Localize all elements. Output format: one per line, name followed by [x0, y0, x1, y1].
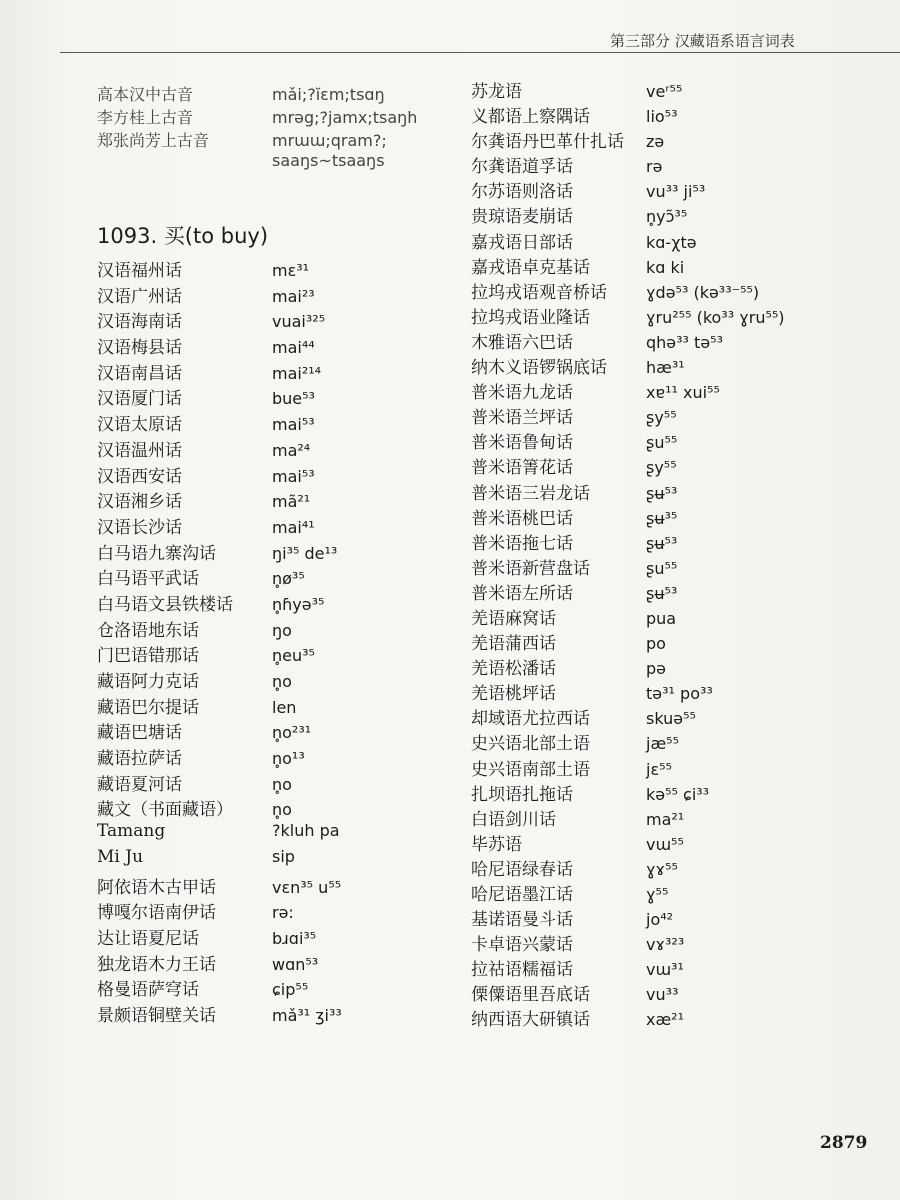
list-item: [471, 755, 851, 780]
dialect-name: 汉语福州话: [97, 261, 182, 281]
dialect-name: 普米语左所话: [471, 583, 573, 604]
word-form: ʂu⁵⁵: [646, 433, 678, 453]
list-item: [471, 328, 851, 353]
list-item: [97, 975, 457, 1001]
word-form: ʂʉ⁵³: [646, 533, 678, 553]
word-form: sip: [272, 846, 295, 866]
dialect-name: 汉语太原话: [97, 415, 182, 436]
dialect-name: 羌语麻窝话: [471, 608, 556, 629]
list-item: [97, 105, 457, 128]
list-item: [471, 152, 851, 177]
dialect-name: 毕苏语: [471, 834, 522, 855]
word-form: vɯ⁵⁵: [646, 834, 684, 854]
list-item: [97, 693, 457, 719]
dialect-name: 尔苏语则洛话: [471, 182, 573, 203]
list-item: [471, 679, 851, 704]
list-item: [471, 228, 851, 253]
word-form: mai²³: [272, 286, 315, 306]
list-item: [471, 77, 851, 102]
list-item: [471, 880, 851, 905]
dialect-name: 白马语文县铁楼话: [97, 594, 233, 615]
word-form: mai⁵³: [272, 415, 315, 435]
dialect-name: 白马语九寨沟话: [97, 543, 216, 564]
word-form: xæ²¹: [646, 1010, 685, 1030]
list-item: [97, 564, 457, 590]
word-form: veʳ⁵⁵: [646, 82, 683, 101]
dialect-name: 羌语蒲西话: [471, 634, 556, 655]
word-form: vɤ³²³: [646, 935, 685, 955]
dialect-name: 汉语厦门话: [97, 389, 182, 410]
dialect-name: 却域语尤拉西话: [471, 709, 590, 730]
word-form: kə⁵⁵ ɕi³³: [646, 784, 710, 804]
word-form: ɕip⁵⁵: [272, 980, 309, 1000]
word-form: mai⁵³: [272, 466, 315, 486]
list-item: [97, 898, 457, 924]
dialect-name: 史兴语南部土语: [471, 759, 590, 780]
dialect-name: 藏语巴尔提话: [97, 697, 199, 718]
word-form: mrəg;?jamx;tsaŋh: [272, 108, 418, 127]
word-form: n̥eu³⁵: [272, 646, 315, 666]
dialect-name: 达让语夏尼话: [97, 928, 199, 949]
dialect-name: 拉坞戎语业隆话: [471, 307, 590, 328]
header-rule: [60, 52, 900, 53]
dialect-name: 汉语广州话: [97, 286, 182, 307]
list-item: [97, 718, 457, 744]
word-form: n̥o: [272, 672, 292, 691]
dialect-name: 纳西语大研镇话: [471, 1010, 590, 1031]
list-item: [471, 604, 851, 629]
word-form: bue⁵³: [272, 389, 315, 409]
list-item: [471, 202, 851, 227]
word-form: mǎi;?ĭɛm;tsɑŋ: [272, 85, 385, 104]
list-item: [97, 641, 457, 667]
list-item: [471, 453, 851, 478]
list-item: [97, 410, 457, 436]
dialect-name: 拉坞戎语观音桥话: [471, 282, 607, 303]
list-item: [471, 629, 851, 654]
word-form: saaŋs~tsaaŋs: [272, 151, 385, 170]
dialect-name: 仓洛语地东话: [97, 620, 199, 641]
word-form: ʂy⁵⁵: [646, 408, 677, 428]
word-form: vuai³²⁵: [272, 312, 326, 332]
word-form: mã²¹: [272, 492, 311, 512]
word-form: n̥o: [272, 800, 292, 820]
list-item: [471, 905, 851, 930]
word-form: ɣdə⁵³ (kə³³⁻⁵⁵): [646, 282, 760, 302]
word-form: mai⁴⁴: [272, 338, 315, 358]
word-form: ʂy⁵⁵: [646, 458, 677, 478]
word-form: zə: [646, 132, 665, 152]
list-item: [471, 805, 851, 830]
list-item: [471, 504, 851, 529]
word-form: ɣru²⁵⁵ (ko³³ ɣru⁵⁵): [646, 307, 785, 327]
list-item: [97, 744, 457, 770]
list-item: [97, 950, 457, 976]
list-item: [471, 855, 851, 880]
word-form: jo⁴²: [646, 910, 674, 930]
right-column: [471, 77, 851, 1031]
right-entry-list: [471, 77, 851, 1031]
dialect-name: 普米语拖七话: [471, 533, 573, 554]
dialect-name: 尔龚语道孚话: [471, 157, 573, 178]
dialect-name: 普米语鲁甸话: [471, 433, 573, 454]
list-item: [97, 256, 457, 282]
word-form: qhə³³ tə⁵³: [646, 332, 723, 352]
word-form: rə: [646, 157, 663, 177]
word-form: n̥o²³¹: [272, 723, 312, 743]
dialect-name: 基诺语曼斗话: [471, 910, 573, 931]
word-form: ɣ⁵⁵: [646, 885, 669, 904]
dialect-name: 普米语桃巴话: [471, 508, 573, 529]
dialect-name: 扎坝语扎拖话: [471, 784, 573, 805]
dialect-name: 博嘎尔语南伊话: [97, 903, 216, 924]
word-form: ʂu⁵⁵: [646, 558, 678, 578]
dialect-name: 藏语巴塘话: [97, 723, 182, 744]
list-item: [97, 359, 457, 385]
list-item: [97, 307, 457, 333]
list-item: [97, 924, 457, 950]
list-item: [471, 102, 851, 127]
word-form: ma²⁴: [272, 440, 311, 460]
word-form: jæ⁵⁵: [646, 734, 679, 754]
dialect-name: 羌语松潘话: [471, 659, 556, 680]
list-item: [471, 955, 851, 980]
dialect-name: 普米语九龙话: [471, 383, 573, 404]
word-form: vɯ³¹: [646, 960, 684, 980]
reconstruction-list: [97, 82, 457, 176]
word-form: ?kluh pa: [272, 821, 340, 841]
dialect-name: 羌语桃坪话: [471, 684, 556, 705]
dialect-name: 史兴语北部土语: [471, 734, 590, 755]
word-form: vu³³: [646, 985, 679, 1005]
running-header: 第三部分 汉藏语系语言词表: [610, 32, 795, 50]
dialect-name: 义都语上察隅话: [471, 107, 590, 128]
dialect-name: 藏语拉萨话: [97, 749, 182, 770]
dialect-name: 嘉戎语卓克基话: [471, 257, 590, 278]
list-item: [97, 282, 457, 308]
word-form: mǎ³¹ ʒi³³: [272, 1005, 342, 1025]
list-item: [471, 1005, 851, 1030]
list-item: [471, 403, 851, 428]
dialect-name: 汉语海南话: [97, 312, 182, 333]
word-form: po: [646, 634, 666, 654]
dialect-name: 贵琼语麦崩话: [471, 207, 573, 228]
list-item: [471, 579, 851, 604]
dialect-name: 格曼语萨穹话: [97, 980, 199, 1001]
dialect-name: 嘉戎语日部话: [471, 232, 573, 253]
word-form: ʂʉ³⁵: [646, 508, 678, 528]
list-item: [97, 1001, 457, 1027]
list-item: [97, 384, 457, 410]
dialect-name: 卡卓语兴蒙话: [471, 935, 573, 956]
dialect-name: 纳木义语锣锅底话: [471, 358, 607, 379]
word-form: hæ³¹: [646, 358, 685, 378]
word-form: ʂʉ⁵³: [646, 483, 678, 503]
list-item: [97, 795, 457, 821]
list-item: [471, 654, 851, 679]
dialect-name: 郑张尚芳上古音: [97, 131, 210, 150]
dialect-name: 白马语平武话: [97, 569, 199, 590]
dialect-name: 傈僳语里吾底话: [471, 985, 590, 1006]
word-form: ŋi³⁵ de¹³: [272, 543, 338, 563]
dialect-name: 普米语兰坪话: [471, 408, 573, 429]
list-item: [471, 830, 851, 855]
list-item: [471, 780, 851, 805]
list-item: [97, 436, 457, 462]
list-item: [97, 616, 457, 642]
dialect-name: 汉语湘乡话: [97, 492, 182, 513]
list-item: [471, 428, 851, 453]
list-item: [471, 554, 851, 579]
dialect-name: 哈尼语墨江话: [471, 885, 573, 905]
left-column: [97, 82, 457, 1027]
word-form: mrɯɯ;qram?;: [272, 131, 387, 150]
list-item: [97, 667, 457, 693]
list-item: [97, 821, 457, 847]
word-form: tə³¹ po³³: [646, 684, 713, 704]
word-form: lio⁵³: [646, 107, 678, 127]
word-form: mai⁴¹: [272, 517, 315, 537]
dialect-name: 景颇语铜壁关话: [97, 1005, 216, 1026]
word-form: kɑ ki: [646, 257, 685, 277]
list-item: [97, 539, 457, 565]
word-form: pua: [646, 608, 677, 628]
word-form: xɐ¹¹ xui⁵⁵: [646, 383, 720, 403]
dialect-name: 普米语三岩龙话: [471, 483, 590, 504]
dialect-name: 尔龚语丹巴革什扎话: [471, 132, 624, 153]
word-form: n̥yɔ̃³⁵: [646, 207, 688, 227]
section-title: 买(to buy): [163, 224, 269, 248]
list-item: [97, 513, 457, 539]
dialect-name: 藏文（书面藏语）: [97, 800, 233, 821]
word-form: mɛ³¹: [272, 261, 310, 280]
dialect-name: 汉语西安话: [97, 466, 182, 487]
dialect-name: 哈尼语绿春话: [471, 859, 573, 880]
dialect-name: 汉语南昌话: [97, 363, 182, 384]
list-item: [471, 303, 851, 328]
dialect-name: 汉语温州话: [97, 440, 182, 461]
section-heading: [97, 220, 457, 248]
dialect-name: 李方桂上古音: [97, 108, 194, 127]
word-form: kɑ-χtə: [646, 232, 697, 252]
dialect-name: 苏龙语: [471, 82, 522, 102]
list-item: [471, 980, 851, 1005]
word-form: vu³³ ji⁵³: [646, 182, 706, 202]
section-number: 1093.: [97, 224, 158, 248]
word-form: n̥o: [272, 774, 292, 794]
list-item: [97, 873, 457, 899]
word-form: ŋo: [272, 620, 292, 640]
list-item: [97, 770, 457, 796]
dialect-name: 汉语长沙话: [97, 517, 182, 538]
list-item: [471, 353, 851, 378]
list-item: [471, 479, 851, 504]
dialect-name: 普米语新营盘话: [471, 558, 590, 579]
dialect-name: Mi Ju: [97, 846, 144, 867]
list-item: [97, 333, 457, 359]
word-form: vɛn³⁵ u⁵⁵: [272, 877, 342, 897]
word-form: skuə⁵⁵: [646, 709, 696, 729]
dialect-name: 木雅语六巴话: [471, 332, 573, 353]
dialect-name: 阿依语木古甲话: [97, 877, 216, 898]
word-form: n̥o¹³: [272, 749, 305, 769]
list-item: [471, 278, 851, 303]
word-form: len: [272, 697, 297, 717]
list-item: [471, 378, 851, 403]
dialect-name: 汉语梅县话: [97, 338, 182, 359]
list-item: [471, 930, 851, 955]
list-item: [97, 151, 457, 176]
list-item: [471, 177, 851, 202]
word-form: ma²¹: [646, 809, 685, 829]
list-item: [97, 462, 457, 488]
list-item: [471, 529, 851, 554]
dialect-name: 独龙语木力王话: [97, 954, 216, 975]
word-form: ɣɤ⁵⁵: [646, 859, 678, 879]
page-number: 2879: [820, 1133, 868, 1153]
list-item: [97, 590, 457, 616]
left-entry-list: [97, 256, 457, 1027]
word-form: n̥ɦyə³⁵: [272, 594, 325, 614]
dialect-name: 白语剑川话: [471, 809, 556, 830]
dialect-name: 普米语箐花话: [471, 458, 573, 479]
dialect-name: 拉祜语糯福话: [471, 960, 573, 981]
dialect-name: 门巴语错那话: [97, 646, 199, 667]
dialect-name: 藏语阿力克话: [97, 672, 199, 692]
word-form: jɛ⁵⁵: [646, 759, 672, 779]
list-item: [97, 487, 457, 513]
word-form: wɑn⁵³: [272, 954, 319, 974]
word-form: mai²¹⁴: [272, 363, 322, 383]
word-form: rə:: [272, 903, 294, 923]
dialect-name: Tamang: [97, 821, 166, 842]
word-form: pə: [646, 659, 666, 679]
list-item: [471, 127, 851, 152]
dialect-name: 藏语夏河话: [97, 774, 182, 795]
word-form: n̥ø³⁵: [272, 569, 305, 589]
list-item: [97, 82, 457, 105]
list-item: [97, 847, 457, 873]
list-item: [471, 729, 851, 754]
word-form: ʂʉ⁵³: [646, 583, 678, 603]
dialect-name: 高本汉中古音: [97, 85, 194, 104]
list-item: [471, 704, 851, 729]
list-item: [97, 128, 457, 151]
list-item: [471, 253, 851, 278]
word-form: bɹɑi³⁵: [272, 928, 317, 948]
